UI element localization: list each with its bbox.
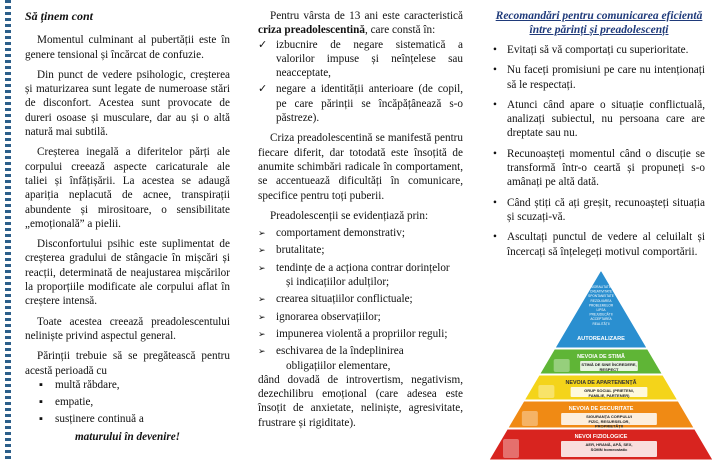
recommendations-title: Recomandări pentru comunicarea eficientă între părinți și preadolescenți — [495, 10, 703, 36]
paragraph-intro: Pentru vârsta de 13 ani este caracteristică criza preadolescentină, care constă în: — [258, 10, 463, 37]
patience-list — [25, 378, 230, 427]
recommendation-item: • Când știți că ați greșit, recunoașteți situația și scuzați-vă. — [493, 196, 705, 223]
paragraph: Toate acestea creează preadolescentului neliniște privind aspectul general. — [25, 315, 230, 342]
paragraph: Din punct de vedere psihologic, creșterea și maturizarea sunt legate de numeroase stări de disconfort. Acestea sunt provocate de dureri osoase și musculare, dar au și o altă natură mai subtilă. — [25, 68, 230, 139]
bullet-icon: • — [493, 196, 497, 209]
bullet-icon: • — [493, 147, 497, 160]
arrow-bullet-icon: ➢ — [258, 311, 266, 322]
checkmark-icon: ✓ — [258, 83, 268, 96]
pyramid-level-name: AUTOREALIZARE — [577, 336, 625, 342]
check-item: ✓ negare a identității anterioare (de copil, pe care părinții se încăpățânează s-o păstreze). — [258, 83, 463, 125]
column-middle — [240, 0, 483, 460]
pyramid-illustration — [538, 385, 554, 398]
bullet-icon: • — [493, 64, 497, 77]
check-item: ✓ izbucnire de negare sistematică a valorilor impuse și neînțelese sau neacceptate, — [258, 38, 463, 80]
decorative-border — [5, 0, 11, 460]
behavior-item: ➢ tendințe de a acționa contrar dorințelor și indicațiilor adulților; — [258, 261, 450, 289]
pyramid-level-desc: STIMĂ DE SINE ÎNCREDERE, RESPECT — [581, 362, 637, 372]
paragraph: dând dovadă de introvertism, negativism, dezechilibru emoțional (care adesea este însoțit de anxietate, neliniște, agresivitate, frustrare și rigiditate). — [258, 373, 463, 429]
recommendation-item: • Evitați să vă comportați cu superioritate. — [493, 44, 689, 56]
checkmark-icon: ✓ — [258, 38, 268, 51]
pyramid-level-name: NEVOIA DE STIMĂ — [577, 354, 625, 360]
recommendation-item: • Ascultați punctul de vedere al celuilalt și încercați să înțelegeți motivul comportării. — [493, 231, 705, 258]
pyramid-level-desc: GRUP SOCIAL (PRIETENI, FAMILIE, PARTENER) — [584, 388, 634, 398]
arrow-bullet-icon: ➢ — [258, 228, 266, 239]
column-left — [0, 0, 240, 460]
list-item: ▪ multă răbdare, — [39, 378, 120, 391]
highlight-term: criza preadolescentină — [258, 24, 365, 37]
arrow-bullet-icon: ➢ — [258, 245, 266, 256]
arrow-bullet-icon: ➢ — [258, 328, 266, 339]
maslow-pyramid — [483, 268, 725, 460]
behavior-item: ➢ ignorarea observațiilor; — [258, 310, 381, 323]
bullet-icon: • — [493, 44, 497, 56]
closing-line: maturului în devenire! — [74, 430, 181, 443]
recommendation-item: • Nu faceți promisiuni pe care nu intenționați să le respectați. — [493, 64, 705, 91]
pyramid-level-name: NEVOIA DE SECURITATE — [568, 406, 634, 412]
recommendation-item: • Atunci când apare o situație conflictuală, analizați subiectul, nu persoana care are dreptate sau nu. — [493, 98, 705, 140]
bullet-icon: • — [493, 231, 497, 244]
pyramid-illustration — [554, 359, 570, 372]
paragraph: Preadolescenții se evidențiază prin: — [270, 209, 429, 222]
paragraph: Disconfortului psihic este suplimentat de creșterea gradului de stângacie în mișcări și reacții, determinată de neajustarea mișcărilor la proporțiile modificate ale corpului aflat în creștere intensă. — [25, 238, 230, 308]
pyramid-level-desc: AER, HRANĂ, APĂ, SEX, SOMN homeostatic — [585, 442, 633, 452]
arrow-bullet-icon: ➢ — [258, 294, 266, 305]
behavior-item: ➢ crearea situațiilor conflictuale; — [258, 293, 413, 306]
section-title: Să ținem cont — [25, 9, 94, 23]
list-item: ▪ empatie, — [39, 396, 94, 409]
pyramid-level-desc: MORALITATE CREATIVITATE SPONTANEITATE REZOLVAREA PROBLEMELOR LIPSA PREJUDECĂȚII ACCEPTAREA REALITĂȚII — [588, 285, 614, 326]
pyramid-level-name: NEVOI FIZIOLOGICE — [574, 434, 628, 440]
column-right — [483, 0, 725, 460]
behavior-item: ➢ brutalitate; — [258, 244, 325, 257]
bullet-icon: • — [493, 98, 497, 111]
list-item: ▪ susținere continuă a — [39, 413, 144, 426]
paragraph: Părinții trebuie să se pregătească pentru acestă perioadă cu — [25, 350, 230, 377]
pyramid-level-desc: SIGURANȚA CORPULUI FIZIC, RESURSELOR, PROPRIETĂȚII — [586, 414, 632, 429]
arrow-bullet-icon: ➢ — [258, 346, 266, 357]
paragraph: Creșterea inegală a diferitelor părți ale corpului creează aspecte caricaturale ale taliei și înfățișării. La acestea se adaugă apariția neplacută de acnee, transpirații abundente și mirositoare, o sensibilitate „emoțională” a pielii. — [25, 146, 230, 230]
behavior-item: ➢ impunerea violentă a propriilor reguli; — [258, 327, 448, 340]
behavior-item: ➢ eschivarea de la îndeplinirea obligațiilor elementare, — [258, 345, 404, 372]
pyramid-level-name: NEVOIA DE APARTENENȚĂ — [565, 380, 637, 386]
paragraph: Momentul culminant al pubertății este în genere tensional și încărcat de confuzie. — [25, 34, 230, 61]
pyramid-illustration — [503, 439, 519, 458]
behavior-item: ➢ comportament demonstrativ; — [258, 227, 405, 240]
recommendation-item: • Recunoașteți momentul când o discuție se transformă într-o ceartă și propuneți s-o amânați pe altă dată. — [493, 147, 705, 189]
arrow-bullet-icon: ➢ — [258, 262, 266, 273]
bullet-icon: ▪ — [39, 413, 43, 426]
bullet-icon: ▪ — [39, 378, 43, 391]
paragraph: Criza preadolescentină se manifestă pentru fiecare diferit, dar totodată este însoțită de anumite schimbări radicale în comportament, se accentuează dificultăți în comunicare, specifice pentru toți puberii. — [258, 132, 463, 202]
bullet-icon: ▪ — [39, 396, 43, 409]
pyramid-illustration — [522, 411, 538, 426]
